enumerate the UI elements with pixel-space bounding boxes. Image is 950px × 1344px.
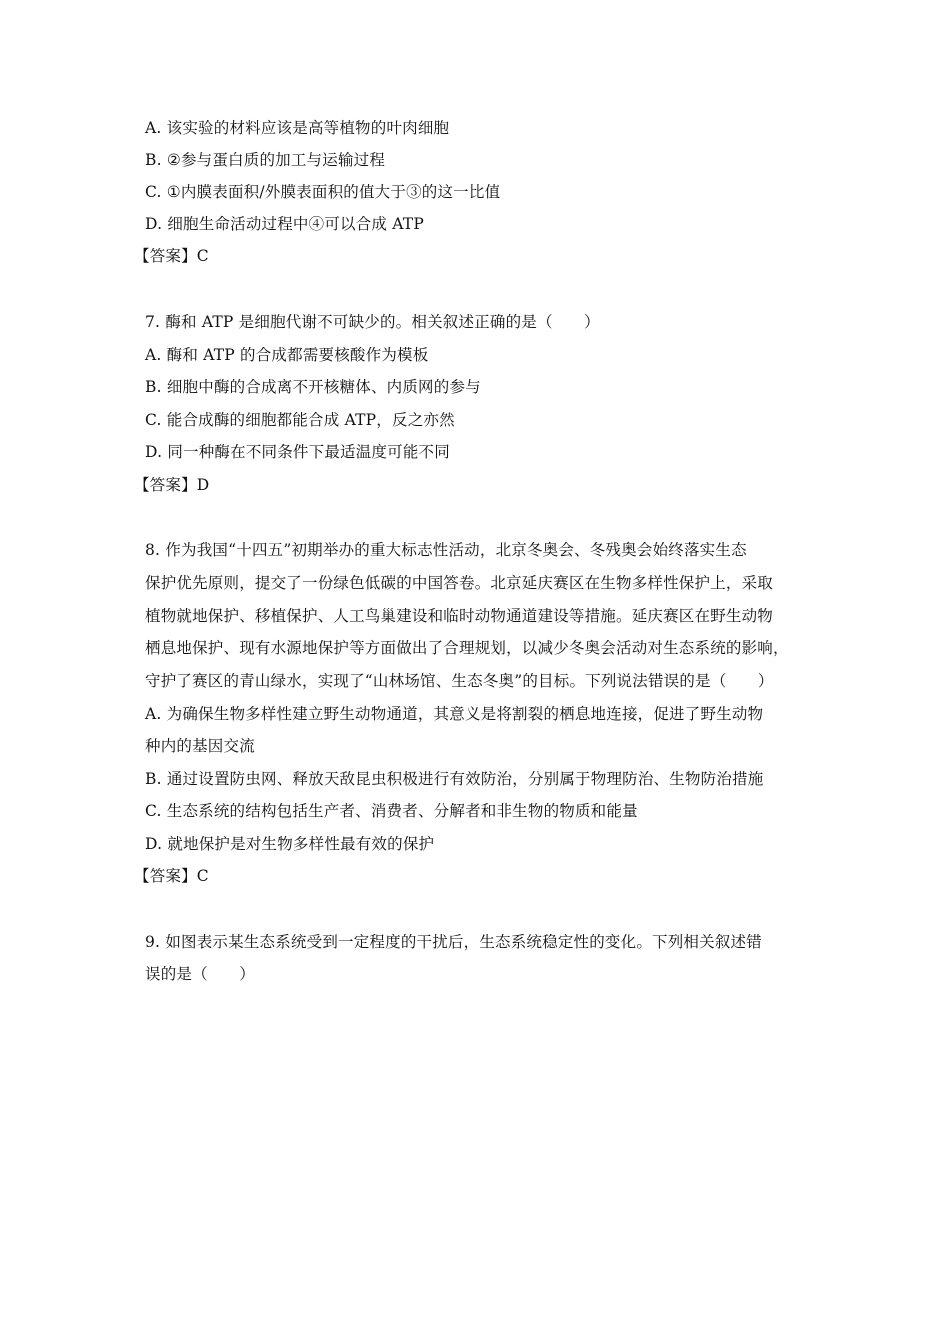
q8-stem-line-5: 守护了赛区的青山绿水，实现了“山林场馆、生态冬奥”的目标。下列说法错误的是（ ） bbox=[145, 672, 774, 690]
q6-option-a: A. 该实验的材料应该是高等植物的叶肉细胞 bbox=[145, 119, 450, 137]
q8-option-d: D. 就地保护是对生物多样性最有效的保护 bbox=[145, 835, 435, 853]
q8-option-a: A. 为确保生物多样性建立野生动物通道，其意义是将割裂的栖息地连接，促进了野生动物 bbox=[145, 705, 764, 723]
q7-option-b: B. 细胞中酶的合成离不开核糖体、内质网的参与 bbox=[145, 378, 481, 396]
q6-option-c: C. ①内膜表面积/外膜表面积的值大于③的这一比值 bbox=[145, 183, 501, 201]
q7-stem: 7. 酶和 ATP 是细胞代谢不可缺少的。相关叙述正确的是（ ） bbox=[145, 313, 600, 331]
q9-stem-line-2: 误的是（ ） bbox=[145, 965, 255, 983]
q8-stem-line-1: 8. 作为我国“十四五”初期举办的重大标志性活动，北京冬奥会、冬残奥会始终落实生态 bbox=[145, 541, 747, 559]
q7-option-d: D. 同一种酶在不同条件下最适温度可能不同 bbox=[145, 443, 450, 461]
q7-option-a: A. 酶和 ATP 的合成都需要核酸作为模板 bbox=[145, 346, 429, 364]
q8-option-c: C. 生态系统的结构包括生产者、消费者、分解者和非生物的物质和能量 bbox=[145, 802, 638, 820]
q6-answer: 【答案】C bbox=[134, 247, 209, 265]
q7-answer: 【答案】D bbox=[134, 476, 210, 494]
q8-stem-line-3: 植物就地保护、移植保护、人工鸟巢建设和临时动物通道建设等措施。延庆赛区在野生动物 bbox=[145, 607, 774, 625]
q8-option-b: B. 通过设置防虫网、释放天敌昆虫积极进行有效防治，分别属于物理防治、生物防治措施 bbox=[145, 770, 764, 788]
q6-option-b: B. ②参与蛋白质的加工与运输过程 bbox=[145, 151, 386, 169]
q7-option-c: C. 能合成酶的细胞都能合成 ATP，反之亦然 bbox=[145, 411, 455, 429]
q8-stem-line-2: 保护优先原则，提交了一份绿色低碳的中国答卷。北京延庆赛区在生物多样性保护上，采取 bbox=[145, 574, 774, 592]
q8-stem-line-4: 栖息地保护、现有水源地保护等方面做出了合理规划，以减少冬奥会活动对生态系统的影响， bbox=[145, 639, 789, 657]
q8-answer: 【答案】C bbox=[134, 867, 209, 885]
q8-option-a-cont: 种内的基因交流 bbox=[145, 737, 255, 755]
q9-stem-line-1: 9. 如图表示某生态系统受到一定程度的干扰后，生态系统稳定性的变化。下列相关叙述错 bbox=[145, 933, 762, 951]
q6-option-d: D. 细胞生命活动过程中④可以合成 ATP bbox=[145, 215, 424, 233]
